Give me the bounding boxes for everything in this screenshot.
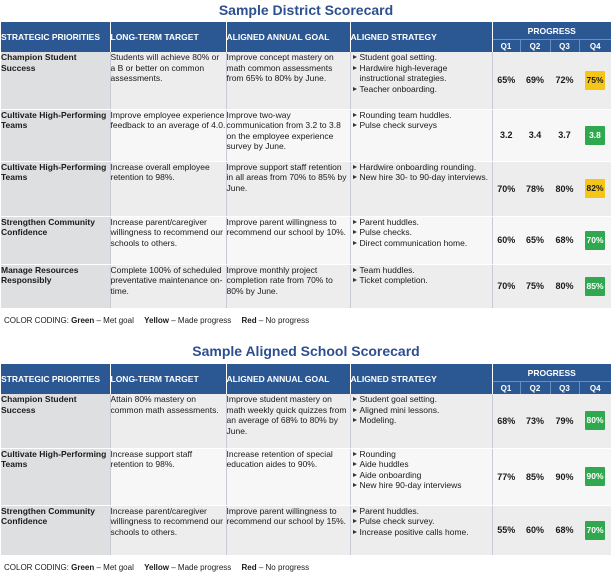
strategy-item: Student goal setting.	[351, 52, 492, 63]
strategy-item: New hire 30- to 90-day interviews.	[351, 172, 492, 183]
target-cell: Increase parent/caregiver willingness to recommend our schools to others.	[110, 216, 226, 264]
legend-yellow: Yellow	[144, 316, 169, 325]
status-badge: 70%	[585, 521, 605, 540]
progress-q2-cell: 78%	[520, 161, 550, 216]
progress-q1-cell: 70%	[492, 264, 520, 308]
strategy-cell	[350, 52, 492, 109]
header-priorities: STRATEGIC PRIORITIES	[1, 364, 110, 394]
header-q4: Q4	[579, 382, 611, 395]
progress-q1-cell: 70%	[492, 161, 520, 216]
header-q2: Q2	[520, 40, 550, 53]
priority-cell: Cultivate High-Performing Teams	[1, 109, 110, 161]
progress-q2-cell: 65%	[520, 216, 550, 264]
target-cell: Increase support staff retention to 98%.	[110, 448, 226, 505]
progress-q4-cell	[579, 394, 611, 448]
legend-red: Red	[241, 316, 257, 325]
priority-cell: Cultivate High-Performing Teams	[1, 161, 110, 216]
progress-q2-cell: 60%	[520, 505, 550, 555]
progress-q3-cell: 68%	[550, 505, 579, 555]
strategy-cell	[350, 161, 492, 216]
school-scorecard-table	[1, 364, 611, 556]
progress-q3-cell: 68%	[550, 216, 579, 264]
target-cell: Students will achieve 80% or a B or better on common assessments.	[110, 52, 226, 109]
progress-q1-cell: 68%	[492, 394, 520, 448]
goal-cell: Improve student mastery on math weekly quick quizzes from an average of 68% to 80% by June.	[226, 394, 350, 448]
progress-q4-cell	[579, 216, 611, 264]
strategy-item: Aide huddles	[351, 459, 492, 470]
color-coding-legend	[4, 563, 309, 573]
strategy-item: Teacher onboarding.	[351, 84, 492, 95]
status-badge: 70%	[585, 231, 605, 250]
table-row	[1, 264, 611, 308]
goal-cell: Improve support staff retention in all areas from 70% to 85% by June.	[226, 161, 350, 216]
header-q2: Q2	[520, 382, 550, 395]
strategy-list	[351, 217, 492, 249]
goal-cell: Increase retention of special education aides to 90%.	[226, 448, 350, 505]
strategy-list	[351, 162, 492, 183]
header-goal: ALIGNED ANNUAL GOAL	[226, 22, 350, 52]
strategy-item: Pulse check survey.	[351, 516, 492, 527]
progress-q3-cell: 72%	[550, 52, 579, 109]
progress-q3-cell: 3.7	[550, 109, 579, 161]
district-scorecard-table	[1, 22, 611, 309]
goal-cell: Improve concept mastery on math common assessments from 65% to 80% by June.	[226, 52, 350, 109]
strategy-cell	[350, 505, 492, 555]
progress-q4-cell	[579, 505, 611, 555]
progress-q1-cell: 60%	[492, 216, 520, 264]
goal-cell: Improve monthly project completion rate from 70% to 80% by June.	[226, 264, 350, 308]
progress-q4-cell	[579, 161, 611, 216]
progress-q3-cell: 80%	[550, 161, 579, 216]
legend-red-desc: – No progress	[258, 563, 310, 572]
status-badge: 75%	[585, 71, 605, 90]
goal-cell: Improve parent willingness to recommend our school by 15%.	[226, 505, 350, 555]
table-row	[1, 161, 611, 216]
header-progress: PROGRESS	[492, 364, 611, 382]
goal-cell: Improve two-way communication from 3.2 to 3.8 on the employee experience survey by June.	[226, 109, 350, 161]
status-badge: 82%	[585, 179, 605, 198]
header-q1: Q1	[492, 40, 520, 53]
strategy-item: Pulse checks.	[351, 227, 492, 238]
strategy-item: Rounding team huddles.	[351, 110, 492, 121]
strategy-item: Pulse check surveys	[351, 120, 492, 131]
legend-green: Green	[71, 316, 95, 325]
progress-q1-cell: 65%	[492, 52, 520, 109]
district-scorecard-title: Sample District Scorecard	[218, 2, 394, 18]
strategy-list	[351, 449, 492, 491]
color-coding-legend	[4, 316, 309, 326]
strategy-cell	[350, 216, 492, 264]
status-badge: 85%	[585, 277, 605, 296]
header-priorities: STRATEGIC PRIORITIES	[1, 22, 110, 52]
status-badge: 80%	[585, 411, 605, 430]
strategy-item: New hire 90-day interviews	[351, 480, 492, 491]
header-target: LONG-TERM TARGET	[110, 22, 226, 52]
legend-green-desc: – Met goal	[96, 316, 134, 325]
progress-q4-cell	[579, 52, 611, 109]
strategy-cell	[350, 264, 492, 308]
header-goal: ALIGNED ANNUAL GOAL	[226, 364, 350, 394]
progress-q1-cell: 77%	[492, 448, 520, 505]
strategy-item: Hardwire high-leverage instructional strategies.	[351, 63, 492, 84]
table-row	[1, 52, 611, 109]
table-row	[1, 448, 611, 505]
strategy-item: Increase positive calls home.	[351, 527, 492, 538]
strategy-list	[351, 506, 492, 538]
progress-q2-cell: 3.4	[520, 109, 550, 161]
goal-cell: Improve parent willingness to recommend our school by 10%.	[226, 216, 350, 264]
legend-green: Green	[71, 563, 95, 572]
status-badge: 90%	[585, 467, 605, 486]
strategy-item: Direct communication home.	[351, 238, 492, 249]
progress-q3-cell: 79%	[550, 394, 579, 448]
progress-q4-cell	[579, 109, 611, 161]
legend-yellow: Yellow	[144, 563, 169, 572]
table-row	[1, 216, 611, 264]
school-scorecard-title: Sample Aligned School Scorecard	[192, 343, 420, 359]
district-rows	[1, 52, 611, 308]
strategy-list	[351, 52, 492, 94]
priority-cell: Champion Student Success	[1, 52, 110, 109]
strategy-cell	[350, 394, 492, 448]
strategy-item: Aide onboarding	[351, 470, 492, 481]
legend-green-desc: – Met goal	[96, 563, 134, 572]
priority-cell: Champion Student Success	[1, 394, 110, 448]
strategy-item: Parent huddles.	[351, 506, 492, 517]
strategy-item: Rounding	[351, 449, 492, 460]
progress-q4-cell	[579, 264, 611, 308]
priority-cell: Strengthen Community Confidence	[1, 505, 110, 555]
header-q4: Q4	[579, 40, 611, 53]
legend-red-desc: – No progress	[258, 316, 310, 325]
priority-cell: Cultivate High-Performing Teams	[1, 448, 110, 505]
strategy-item: Ticket completion.	[351, 275, 492, 286]
legend-prefix: COLOR CODING:	[4, 316, 69, 325]
progress-q2-cell: 75%	[520, 264, 550, 308]
strategy-item: Hardwire onboarding rounding.	[351, 162, 492, 173]
strategy-item: Student goal setting.	[351, 394, 492, 405]
target-cell: Increase overall employee retention to 98%.	[110, 161, 226, 216]
strategy-item: Modeling.	[351, 415, 492, 426]
progress-q3-cell: 90%	[550, 448, 579, 505]
table-row	[1, 109, 611, 161]
progress-q2-cell: 73%	[520, 394, 550, 448]
header-q3: Q3	[550, 382, 579, 395]
strategy-list	[351, 265, 492, 286]
table-row	[1, 505, 611, 555]
progress-q1-cell: 3.2	[492, 109, 520, 161]
strategy-list	[351, 110, 492, 131]
strategy-item: Team huddles.	[351, 265, 492, 276]
progress-q2-cell: 69%	[520, 52, 550, 109]
progress-q2-cell: 85%	[520, 448, 550, 505]
strategy-item: Parent huddles.	[351, 217, 492, 228]
progress-q3-cell: 80%	[550, 264, 579, 308]
priority-cell: Manage Resources Responsibly	[1, 264, 110, 308]
legend-yellow-desc: – Made progress	[171, 563, 232, 572]
progress-q4-cell	[579, 448, 611, 505]
target-cell: Improve employee experience feedback to an average of 4.0.	[110, 109, 226, 161]
target-cell: Increase parent/caregiver willingness to recommend our schools to others.	[110, 505, 226, 555]
legend-prefix: COLOR CODING:	[4, 563, 69, 572]
strategy-item: Aligned mini lessons.	[351, 405, 492, 416]
header-target: LONG-TERM TARGET	[110, 364, 226, 394]
progress-q1-cell: 55%	[492, 505, 520, 555]
target-cell: Attain 80% mastery on common math assessments.	[110, 394, 226, 448]
priority-cell: Strengthen Community Confidence	[1, 216, 110, 264]
header-progress: PROGRESS	[492, 22, 611, 40]
header-q3: Q3	[550, 40, 579, 53]
legend-yellow-desc: – Made progress	[171, 316, 232, 325]
header-strategy: ALIGNED STRATEGY	[350, 22, 492, 52]
table-row	[1, 394, 611, 448]
header-strategy: ALIGNED STRATEGY	[350, 364, 492, 394]
school-rows	[1, 394, 611, 555]
status-badge: 3.8	[585, 126, 605, 145]
header-q1: Q1	[492, 382, 520, 395]
target-cell: Complete 100% of scheduled preventative maintenance on-time.	[110, 264, 226, 308]
legend-red: Red	[241, 563, 257, 572]
strategy-list	[351, 394, 492, 426]
strategy-cell	[350, 448, 492, 505]
strategy-cell	[350, 109, 492, 161]
